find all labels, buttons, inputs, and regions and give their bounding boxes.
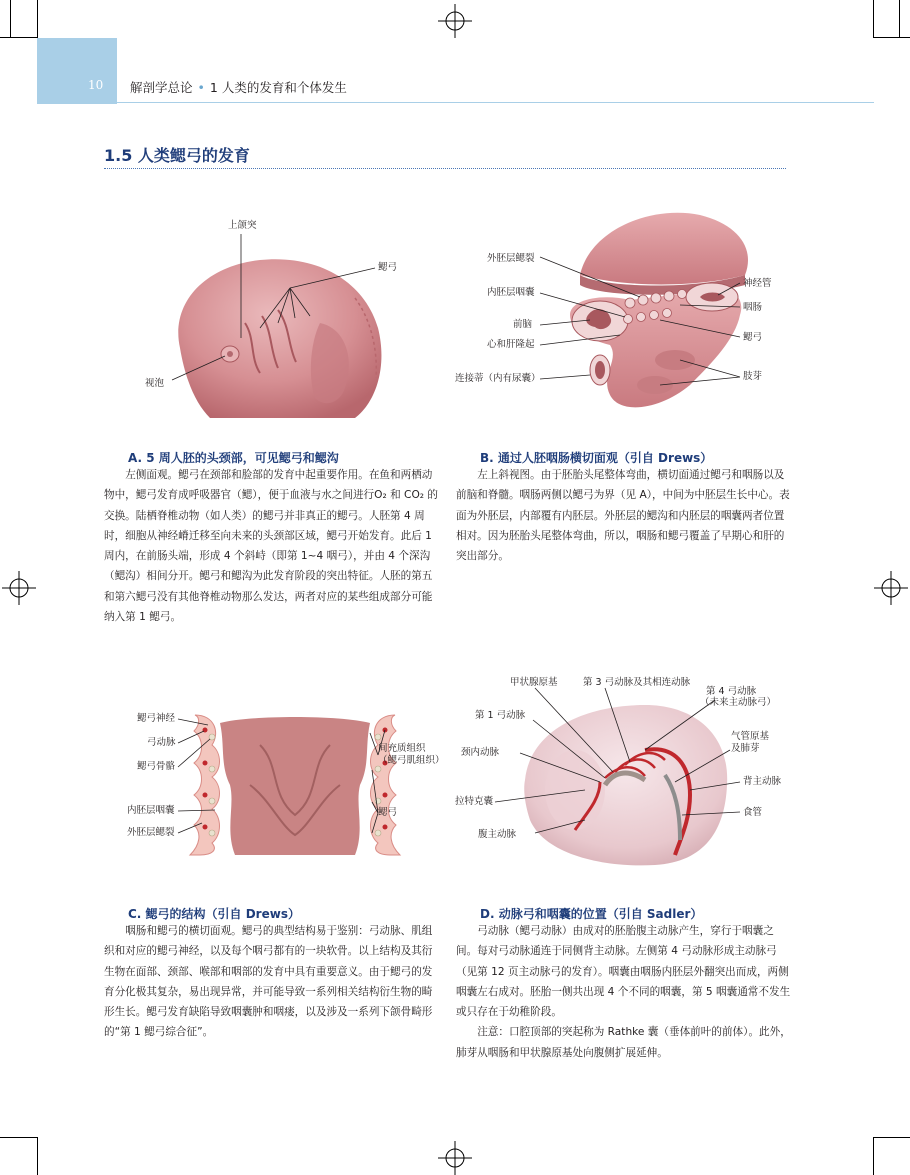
label-forebrain: 前脑 xyxy=(513,319,533,330)
figure-c-arch-structure-illustration xyxy=(120,705,420,865)
label-mesenchyme: 间充质组织 xyxy=(378,743,426,754)
label-dorsal-aorta: 背主动脉 xyxy=(743,776,782,787)
figure-c-text xyxy=(104,921,440,1043)
label-mesenchyme-sub: （鳃弓肌组织） xyxy=(378,755,445,766)
label-endoderm-pouch: 内胚层咽囊 xyxy=(127,805,175,816)
label-neural-tube: 神经管 xyxy=(743,278,772,289)
figure-a-text xyxy=(104,465,440,627)
running-header xyxy=(130,78,347,96)
figure-a-caption: A. 5 周人胚的头颈部，可见鳃弓和鳃沟 xyxy=(128,451,339,465)
paragraph-note: 注意：口腔顶部的突起称为 Rathke 囊（垂体前叶的前体）。此外，肺芽从咽肠和甲状腺原基处向腹侧扩展延伸。 xyxy=(456,1026,791,1059)
label-limb-bud: 肢芽 xyxy=(743,371,763,382)
label-rathke-pouch: 拉特克囊 xyxy=(455,796,494,807)
book-title: 解剖学总论 xyxy=(130,80,193,95)
label-ventral-aorta: 腹主动脉 xyxy=(478,829,517,840)
label-trachea: 气管原基 xyxy=(731,731,770,742)
header-color-block xyxy=(37,38,117,104)
paragraph: 咽肠和鳃弓的横切面观。鳃弓的典型结构易于鉴别：弓动脉、肌组织和对应的鳃弓神经，以及每个咽弓都有的一块软骨。以上结构及其衍生物在面部、颈部、喉部和咽部的发育中具有重要意义。由于鳃弓的发育分化极其复杂，易出现异常，并可能导致一系列相关结构衍生物的畸形生长。鳃弓发育缺陷导致咽囊肿和咽瘘，以及涉及一系列下颌骨畸形的“第 1 鳃弓综合征”。 xyxy=(104,925,433,1039)
label-arches: 鳃弓 xyxy=(378,807,398,818)
registration-mark-bottom xyxy=(438,1141,472,1175)
figure-d-aortic-arches-illustration xyxy=(505,690,745,870)
label-carotid: 颈内动脉 xyxy=(461,747,500,758)
label-arch-cartilage: 鳃弓骨骼 xyxy=(137,761,176,772)
label-first-arch: 第 1 弓动脉 xyxy=(475,710,526,721)
figure-d-caption: D. 动脉弓和咽囊的位置（引自 Sadler） xyxy=(480,907,703,921)
registration-mark-right xyxy=(874,571,908,605)
paragraph: 弓动脉（鳃弓动脉）由成对的胚胎腹主动脉产生，穿行于咽囊之间。每对弓动脉通连于同侧背主动脉。左侧第 4 弓动脉形成主动脉弓（见第 12 页主动脉弓的发育）。咽囊由咽肠内胚层外翻突出而成，两侧咽囊左右成对。胚胎一侧共出现 4 个不同的咽囊，第 5 咽囊通常不发生或只存在于幼稚阶段。 xyxy=(456,925,791,1019)
section-title: 1.5 人类鳃弓的发育 xyxy=(104,146,250,165)
section-divider xyxy=(104,168,786,169)
page-number: 10 xyxy=(88,78,104,92)
label-endoderm-pouch: 内胚层咽囊 xyxy=(487,287,535,298)
figure-b-text xyxy=(456,465,792,566)
label-arch-nerve: 鳃弓神经 xyxy=(137,713,176,724)
label-connecting-stalk: 连接蒂（内有尿囊） xyxy=(455,373,541,384)
figure-b-caption: B. 通过人胚咽肠横切面观（引自 Drews） xyxy=(480,451,713,465)
label-trachea-sub: 及肺芽 xyxy=(731,743,760,754)
label-arches: 鳃弓 xyxy=(743,332,763,343)
header-rule xyxy=(117,102,874,103)
label-third-arch: 第 3 弓动脉及其相连动脉 xyxy=(583,677,691,688)
registration-mark-left xyxy=(2,571,36,605)
label-maxillary-process: 上颌突 xyxy=(228,220,257,231)
label-thyroid: 甲状腺原基 xyxy=(510,677,558,688)
label-optic-vesicle: 视泡 xyxy=(145,378,165,389)
paragraph: 左上斜视图。由于胚胎头尾整体弯曲，横切面通过鳃弓和咽肠以及前脑和脊髓。咽肠两侧以鳃弓为界（见 A），中间为中胚层生长中心。表面为外胚层，内部覆有内胚层。外胚层的鳃沟和内胚层的咽囊两者位置相对。因为胚胎头尾整体弯曲，所以，咽肠和鳃弓覆盖了早期心和肝的突出部分。 xyxy=(456,469,790,563)
label-fourth-arch-sub: （未来主动脉弓） xyxy=(700,697,777,708)
registration-mark-top xyxy=(438,4,472,38)
figure-d-text xyxy=(456,921,792,1063)
header-separator: • xyxy=(197,80,205,95)
label-pharyngeal-arches: 鳃弓 xyxy=(378,262,398,273)
figure-b-cross-section-illustration xyxy=(540,205,780,425)
figure-a-embryo-illustration xyxy=(150,228,390,420)
paragraph: 左侧面观。鳃弓在颈部和脸部的发育中起重要作用。在鱼和两栖动物中，鳃弓发育成呼吸器官（鳃），便于血液与水之间进行O₂ 和 CO₂ 的交换。陆栖脊椎动物（如人类）的鳃弓并非真正的鳃弓。人胚第 4 周时，细胞从神经嵴迁移至向未来的头颈部区域，鳃弓开始发育。此后 1 周内，在前肠头端，形成 4 个斜峙（即第 1~4 咽弓），并由 4 个深沟（鳃沟）相间分开。鳃弓和鳃沟为此发育阶段的突出特征。人胚的第五和第六鳃弓没有其他脊椎动物那么发达，两者对应的某些组成部分可能纳入第 1 鳃弓。 xyxy=(104,469,438,624)
label-esophagus: 食管 xyxy=(743,807,763,818)
chapter-title: 1 人类的发育和个体发生 xyxy=(209,80,347,95)
label-pharynx: 咽肠 xyxy=(743,302,763,313)
label-arch-artery: 弓动脉 xyxy=(147,737,176,748)
label-heart-liver: 心和肝隆起 xyxy=(487,339,535,350)
label-ectoderm-cleft: 外胚层鳃裂 xyxy=(487,253,535,264)
label-ectoderm-cleft: 外胚层鳃裂 xyxy=(127,827,175,838)
label-fourth-arch: 第 4 弓动脉 xyxy=(706,686,757,697)
figure-c-caption: C. 鳃弓的结构（引自 Drews） xyxy=(128,907,300,921)
